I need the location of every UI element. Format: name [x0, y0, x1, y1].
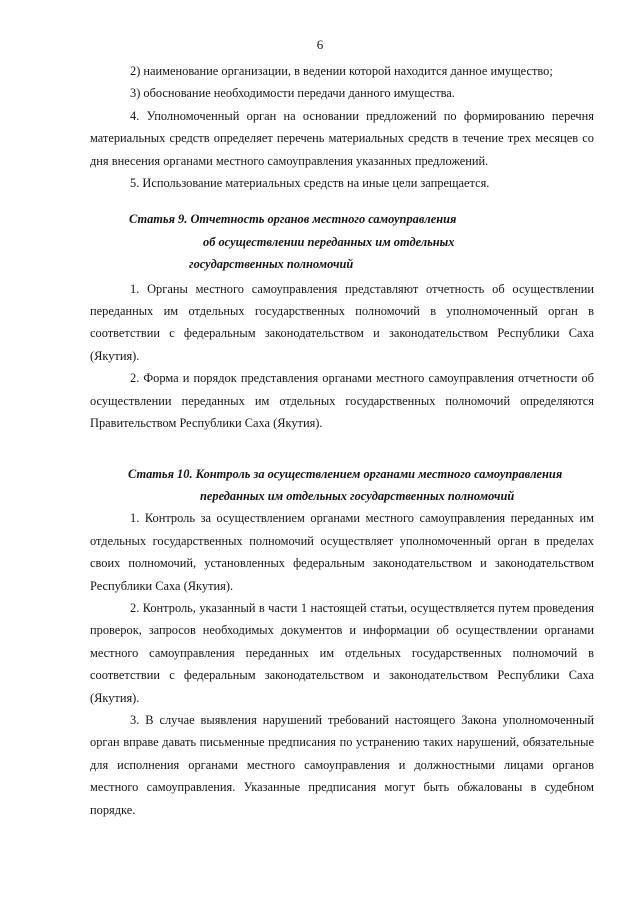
- heading-line: переданных им отдельных государственных полномочий: [200, 488, 515, 503]
- article-10-heading: [90, 463, 594, 508]
- paragraph: 2. Форма и порядок представления органами местного самоуправления отчетности об осуществлении переданных им отдельных государственных полномочий определяются Правительством Республики Саха (Якутия).: [90, 371, 594, 431]
- paragraph: 4. Уполномоченный орган на основании предложений по формированию перечня материальных средств определяет перечень материальных средств в течение трех месяцев со дня внесения органами местного самоуправления указанных предложений.: [90, 108, 594, 168]
- heading-line: об осуществлении переданных им отдельных: [203, 234, 455, 249]
- document-body: [90, 60, 594, 821]
- paragraph: 1. Органы местного самоуправления представляют отчетность об осуществлении переданных им отдельных государственных полномочий в уполномоченный орган в соответствии с федеральным законодательством и законодательством Республики Саха (Якутия).: [90, 281, 594, 363]
- paragraph: 2. Контроль, указанный в части 1 настоящей статьи, осуществляется путем проведения проверок, запросов необходимых документов и информации об осуществлении органами местного самоуправления переданных им отдельных государственных полномочий в соответствии с федеральным законодательством и законодательством Республики Саха (Якутия).: [90, 600, 594, 705]
- list-item: 2) наименование организации, в ведении которой находится данное имущество;: [130, 64, 553, 78]
- paragraph: 1. Контроль за осуществлением органами местного самоуправления переданных им отдельных государственных полномочий осуществляет уполномоченный орган в пределах своих полномочий, установленных федеральным законодательством и законодательством Республики Саха (Якутия).: [90, 511, 594, 593]
- article-9-heading: [90, 208, 594, 275]
- list-item: 3) обоснование необходимости передачи данного имущества.: [130, 86, 455, 101]
- heading-line: Статья 9. Отчетность органов местного самоуправления: [129, 212, 457, 227]
- paragraph: 3. В случае выявления нарушений требований настоящего Закона уполномоченный орган вправе давать письменные предписания по устранению таких нарушений, обязательные для исполнения органами местного самоуправления и должностными лицами органов местного самоуправления. Указанные предписания могут быть обжалованы в судебном порядке.: [90, 712, 594, 817]
- paragraph: 5. Использование материальных средств на иные цели запрещается.: [130, 176, 490, 191]
- page-number: 6: [316, 37, 324, 52]
- heading-line: государственных полномочий: [189, 257, 354, 272]
- heading-line: Статья 10. Контроль за осуществлением органами местного самоуправления: [128, 466, 563, 481]
